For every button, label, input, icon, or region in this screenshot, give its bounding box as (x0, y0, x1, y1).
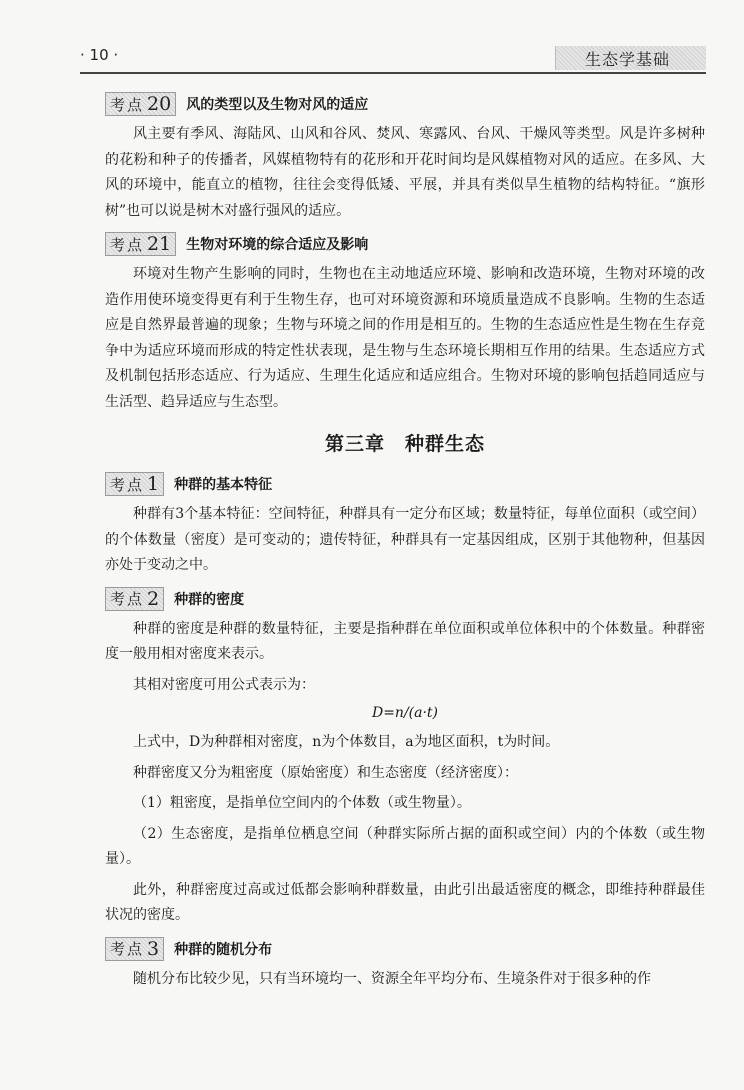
exam-point-badge (105, 472, 164, 496)
exam-point-label: 考点 (110, 95, 145, 114)
exam-point-number: 2 (147, 587, 160, 610)
exam-point-badge (105, 937, 164, 961)
list-item: （2）生态密度，是指单位栖息空间（种群实际所占据的面积或空间）内的个体数（或生物量）。 (105, 825, 705, 867)
header-rule (80, 72, 706, 74)
exam-point-label: 考点 (110, 940, 145, 958)
running-title-box (555, 46, 706, 70)
section-title: 种群的基本特征 (174, 477, 273, 493)
section-heading-21 (105, 232, 705, 256)
page-number: · 10 · (80, 46, 119, 64)
section-heading-20 (105, 92, 705, 116)
exam-point-badge (105, 92, 176, 116)
paragraph: 种群密度又分为粗密度（原始密度）和生态密度（经济密度）： (133, 764, 518, 781)
exam-point-number: 20 (147, 93, 172, 115)
exam-point-number: 21 (147, 233, 172, 255)
section-title: 生物对环境的综合适应及影响 (186, 237, 369, 253)
paragraph: 此外，种群密度过高或过低都会影响种群数量，由此引出最适密度的概念，即维持种群最佳状况的密度。 (105, 881, 705, 923)
paragraph: 随机分布比较少见，只有当环境均一、资源全年平均分布、生境条件对于很多种的作 (133, 970, 651, 987)
page-header (0, 0, 744, 80)
paragraph: 上式中，D为种群相对密度，n为个体数目，a为地区面积，t为时间。 (133, 734, 560, 750)
exam-point-number: 1 (147, 473, 160, 495)
exam-point-badge (105, 587, 164, 611)
section-title: 风的类型以及生物对风的适应 (186, 97, 369, 113)
paragraph: 风主要有季风、海陆风、山风和谷风、焚风、寒露风、台风、干燥风等类型。风是许多树种的花粉和种子的传播者，风媒植物特有的花形和开花时间均是风媒植物对风的适应。在多风、大风的环境中，能直立的植物，往往会变得低矮、平展，并具有类似旱生植物的结构特征。“旗形树”也可以说是树木对盛行强风的适应。 (105, 126, 705, 219)
section-heading-1 (105, 472, 705, 496)
paragraph: 种群的密度是种群的数量特征，主要是指种群在单位面积或单位体积中的个体数量。种群密度一般用相对密度来表示。 (105, 620, 705, 662)
section-heading-2 (105, 587, 705, 611)
exam-point-label: 考点 (110, 475, 145, 494)
list-item: （1）粗密度，是指单位空间内的个体数（或生物量）。 (133, 795, 471, 811)
exam-point-label: 考点 (110, 235, 145, 254)
page-content (105, 92, 705, 992)
exam-point-badge (105, 232, 176, 256)
exam-point-label: 考点 (110, 590, 145, 608)
paragraph: 环境对生物产生影响的同时，生物也在主动地适应环境、影响和改造环境，生物对环境的改造作用使环境变得更有利于生物生存，也可对环境资源和环境质量造成不良影响。生物的生态适应是自然界最普遍的现象；生物与环境之间的作用是相互的。生物的生态适应性是生物在生存竞争中为适应环境而形成的特定性状表现，是生物与生态环境长期相互作用的结果。生态适应方式及机制包括形态适应、行为适应、生理生化适应和适应组合。生物对环境的影响包括趋同适应与生活型、趋异适应与生态型。 (105, 266, 705, 410)
exam-point-number: 3 (147, 937, 160, 960)
section-title: 种群的密度 (174, 591, 245, 608)
density-formula: D=n/(a·t) (371, 705, 439, 721)
chapter-title: 第三章 种群生态 (324, 433, 485, 455)
running-title: 生态学基础 (584, 50, 670, 69)
paragraph: 其相对密度可用公式表示为： (133, 676, 315, 693)
paragraph: 种群有3个基本特征：空间特征，种群具有一定分布区域；数量特征，每单位面积（或空间）的个体数量（密度）是可变动的；遗传特征，种群具有一定基因组成，区别于其他物种，但基因亦处于变动之中。 (105, 506, 705, 573)
section-title: 种群的随机分布 (174, 941, 273, 958)
section-heading-3 (105, 937, 705, 961)
